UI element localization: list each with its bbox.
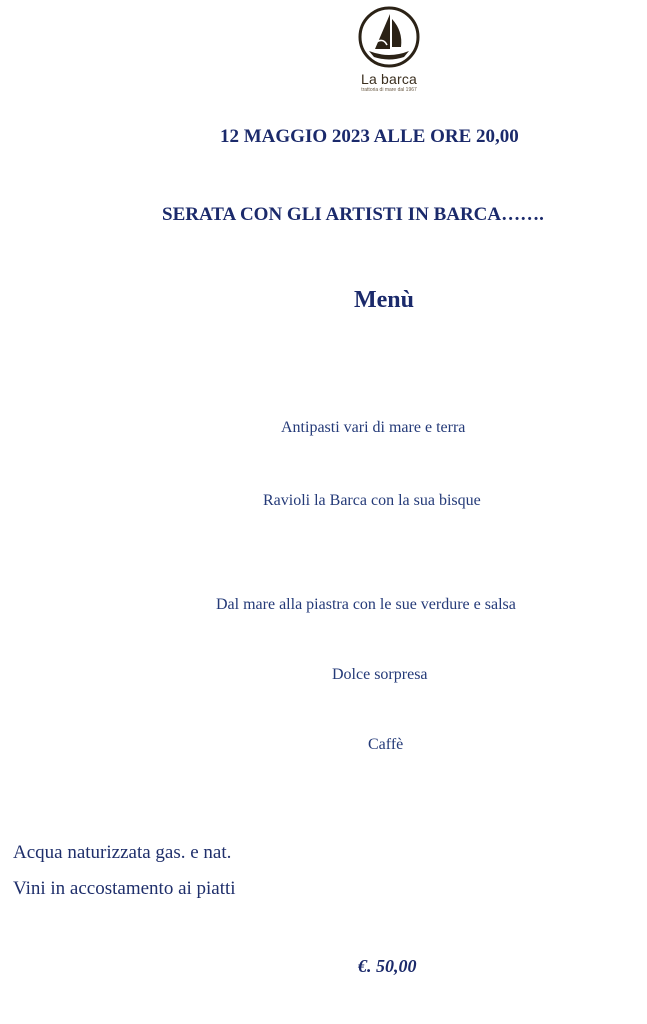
menu-course-ravioli: Ravioli la Barca con la sua bisque bbox=[263, 492, 481, 509]
event-date: 12 MAGGIO 2023 ALLE ORE 20,00 bbox=[220, 126, 519, 147]
menu-course-coffee: Caffè bbox=[368, 736, 404, 753]
menu-title: Menù bbox=[354, 287, 414, 313]
menu-course-dessert: Dolce sorpresa bbox=[332, 666, 428, 683]
menu-price: €. 50,00 bbox=[358, 956, 417, 976]
extra-wine: Vini in accostamento ai piatti bbox=[13, 878, 236, 899]
menu-course-main: Dal mare alla piastra con le sue verdure e salsa bbox=[216, 596, 516, 613]
sailboat-icon bbox=[357, 5, 421, 69]
logo-tagline: trattoria di mare dal 1967 bbox=[361, 87, 417, 93]
extra-water: Acqua naturizzata gas. e nat. bbox=[13, 842, 232, 863]
restaurant-logo bbox=[355, 5, 423, 93]
menu-course-antipasti: Antipasti vari di mare e terra bbox=[281, 419, 466, 436]
event-title: SERATA CON GLI ARTISTI IN BARCA……. bbox=[162, 204, 544, 225]
logo-name: La barca bbox=[360, 71, 418, 87]
